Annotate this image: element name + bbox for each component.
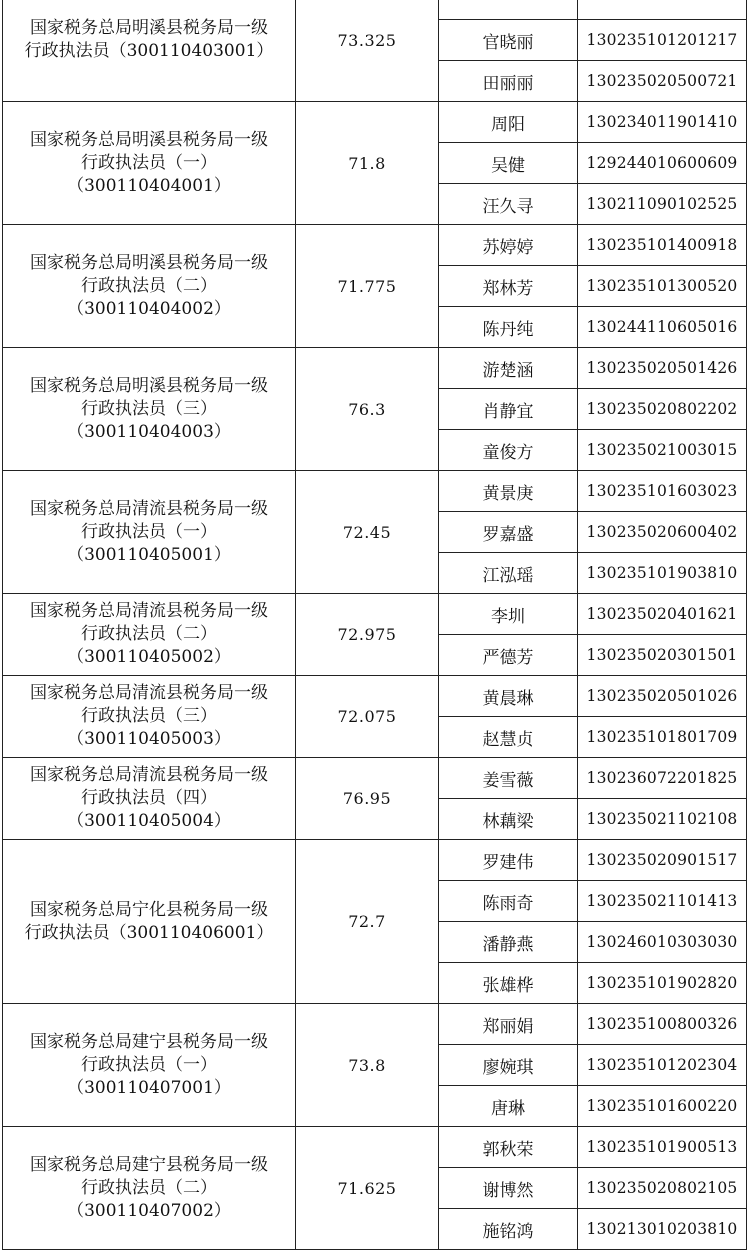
position-line: （300110405003）: [67, 729, 231, 749]
table-row: [3, 594, 747, 635]
position-line: （300110405004）: [67, 811, 231, 831]
results-table-body: [3, 0, 747, 1250]
table-row: [3, 840, 747, 881]
min-score-cell: 71.625: [296, 1127, 439, 1250]
min-score-cell: 71.775: [296, 225, 439, 348]
candidate-name-cell: 唐琳: [439, 1086, 578, 1127]
min-score-cell: 72.075: [296, 676, 439, 758]
exam-id-cell: 130236072201825: [578, 758, 747, 799]
exam-id-cell: 130235020600402: [578, 512, 747, 553]
position-line: 国家税务总局明溪县税务局一级: [30, 129, 268, 150]
position-line: 行政执法员（一）: [81, 1054, 217, 1075]
exam-id-cell: 130235101801709: [578, 717, 747, 758]
exam-id-cell: 130235020500721: [578, 61, 747, 102]
position-line: 行政执法员（300110403001）: [24, 41, 274, 61]
exam-id-cell: 130235101202304: [578, 1045, 747, 1086]
exam-id-cell: 130235101903810: [578, 553, 747, 594]
candidate-name-cell: 肖静宜: [439, 389, 578, 430]
position-line: （300110404003）: [67, 421, 231, 442]
candidate-name-cell: 郭秋荣: [439, 1127, 578, 1168]
position-cell: [3, 102, 296, 225]
position-line: 国家税务总局清流县税务局一级: [30, 601, 268, 621]
exam-id-cell: 130235020501426: [578, 348, 747, 389]
candidate-name-cell: 黄景庚: [439, 471, 578, 512]
candidate-name-cell: 吴健: [439, 143, 578, 184]
exam-id-cell: 130213010203810: [578, 1209, 747, 1250]
candidate-name-cell: 童俊方: [439, 430, 578, 471]
candidate-name-cell: 陈雨奇: [439, 881, 578, 922]
position-cell: [3, 1004, 296, 1127]
position-line: 行政执法员（四）: [81, 788, 217, 808]
candidate-name-cell: 官晓丽: [439, 20, 578, 61]
position-line: 行政执法员（一）: [81, 521, 217, 542]
position-cell: [3, 225, 296, 348]
exam-id-cell: 130235101600220: [578, 1086, 747, 1127]
table-row: [3, 1004, 747, 1045]
exam-id-cell: 130235101603023: [578, 471, 747, 512]
table-row: [3, 1127, 747, 1168]
table-row: [3, 348, 747, 389]
exam-id-cell: 130235101900513: [578, 1127, 747, 1168]
table-row: [3, 0, 747, 20]
position-line: 行政执法员（二）: [81, 624, 217, 644]
position-cell: [3, 676, 296, 758]
exam-id-cell: 130235101300520: [578, 266, 747, 307]
candidate-name-cell: 汪久寻: [439, 184, 578, 225]
candidate-name-cell: 郑丽娟: [439, 1004, 578, 1045]
candidate-name-cell: 李圳: [439, 594, 578, 635]
exam-id-cell: 130235020401621: [578, 594, 747, 635]
position-line: （300110407002）: [67, 1200, 231, 1221]
position-line: 国家税务总局清流县税务局一级: [30, 498, 268, 519]
min-score-cell: 73.8: [296, 1004, 439, 1127]
position-line: 国家税务总局清流县税务局一级: [30, 683, 268, 703]
exam-id-cell: [578, 0, 747, 20]
candidate-name-cell: 黄晨琳: [439, 676, 578, 717]
exam-id-cell: 130235020802202: [578, 389, 747, 430]
candidate-name-cell: 郑林芳: [439, 266, 578, 307]
position-line: （300110405002）: [67, 647, 231, 667]
position-line: 国家税务总局建宁县税务局一级: [30, 1154, 268, 1175]
position-cell: [3, 348, 296, 471]
candidate-name-cell: 游楚涵: [439, 348, 578, 389]
candidate-name-cell: 罗嘉盛: [439, 512, 578, 553]
position-line: 行政执法员（二）: [81, 1177, 217, 1198]
table-row: [3, 758, 747, 799]
position-line: 国家税务总局清流县税务局一级: [30, 765, 268, 785]
candidate-name-cell: 姜雪薇: [439, 758, 578, 799]
min-score-cell: 72.45: [296, 471, 439, 594]
exam-id-cell: 130244110605016: [578, 307, 747, 348]
table-row: [3, 676, 747, 717]
candidate-name-cell: 苏婷婷: [439, 225, 578, 266]
exam-id-cell: 130235101201217: [578, 20, 747, 61]
exam-id-cell: 130235021003015: [578, 430, 747, 471]
min-score-cell: 76.95: [296, 758, 439, 840]
position-cell: [3, 1127, 296, 1250]
candidate-name-cell: 潘静燕: [439, 922, 578, 963]
candidate-name-cell: 张雄桦: [439, 963, 578, 1004]
candidate-name-cell: 周阳: [439, 102, 578, 143]
candidate-name-cell: 严德芳: [439, 635, 578, 676]
exam-id-cell: 130235101902820: [578, 963, 747, 1004]
position-cell: [3, 758, 296, 840]
candidate-name-cell: 陈丹纯: [439, 307, 578, 348]
exam-id-cell: 130211090102525: [578, 184, 747, 225]
exam-id-cell: 130235101400918: [578, 225, 747, 266]
position-line: 行政执法员（300110406001）: [24, 922, 274, 943]
candidate-name-cell: 江泓瑶: [439, 553, 578, 594]
position-line: 国家税务总局明溪县税务局一级: [30, 18, 268, 38]
candidate-name-cell: 廖婉琪: [439, 1045, 578, 1086]
position-cell: [3, 471, 296, 594]
position-cell: [3, 840, 296, 1004]
exam-id-cell: 130246010303030: [578, 922, 747, 963]
min-score-cell: 72.975: [296, 594, 439, 676]
exam-id-cell: 130235100800326: [578, 1004, 747, 1045]
position-line: 国家税务总局明溪县税务局一级: [30, 375, 268, 396]
position-cell: [3, 594, 296, 676]
candidate-name-cell: [439, 0, 578, 20]
candidate-name-cell: 谢博然: [439, 1168, 578, 1209]
position-line: 国家税务总局明溪县税务局一级: [30, 252, 268, 273]
candidate-name-cell: 田丽丽: [439, 61, 578, 102]
min-score-cell: 73.325: [296, 0, 439, 102]
position-line: 行政执法员（一）: [81, 152, 217, 173]
exam-id-cell: 130235020901517: [578, 840, 747, 881]
exam-id-cell: 130235021101413: [578, 881, 747, 922]
position-line: （300110404002）: [67, 298, 231, 319]
table-row: [3, 225, 747, 266]
exam-id-cell: 129244010600609: [578, 143, 747, 184]
position-line: （300110407001）: [67, 1077, 231, 1098]
table-row: [3, 102, 747, 143]
candidate-name-cell: 施铭鸿: [439, 1209, 578, 1250]
position-line: （300110405001）: [67, 544, 231, 565]
min-score-cell: 76.3: [296, 348, 439, 471]
position-line: 行政执法员（三）: [81, 398, 217, 419]
results-table: [2, 0, 747, 1250]
candidate-name-cell: 林藕梁: [439, 799, 578, 840]
exam-id-cell: 130235020802105: [578, 1168, 747, 1209]
exam-id-cell: 130235020301501: [578, 635, 747, 676]
min-score-cell: 72.7: [296, 840, 439, 1004]
position-cell: [3, 0, 296, 102]
position-line: 国家税务总局建宁县税务局一级: [30, 1031, 268, 1052]
position-line: 行政执法员（二）: [81, 275, 217, 296]
candidate-name-cell: 赵慧贞: [439, 717, 578, 758]
exam-id-cell: 130235021102108: [578, 799, 747, 840]
min-score-cell: 71.8: [296, 102, 439, 225]
candidate-name-cell: 罗建伟: [439, 840, 578, 881]
position-line: （300110404001）: [67, 175, 231, 196]
exam-id-cell: 130235020501026: [578, 676, 747, 717]
exam-id-cell: 130234011901410: [578, 102, 747, 143]
table-row: [3, 471, 747, 512]
position-line: 行政执法员（三）: [81, 706, 217, 726]
position-line: 国家税务总局宁化县税务局一级: [30, 899, 268, 920]
